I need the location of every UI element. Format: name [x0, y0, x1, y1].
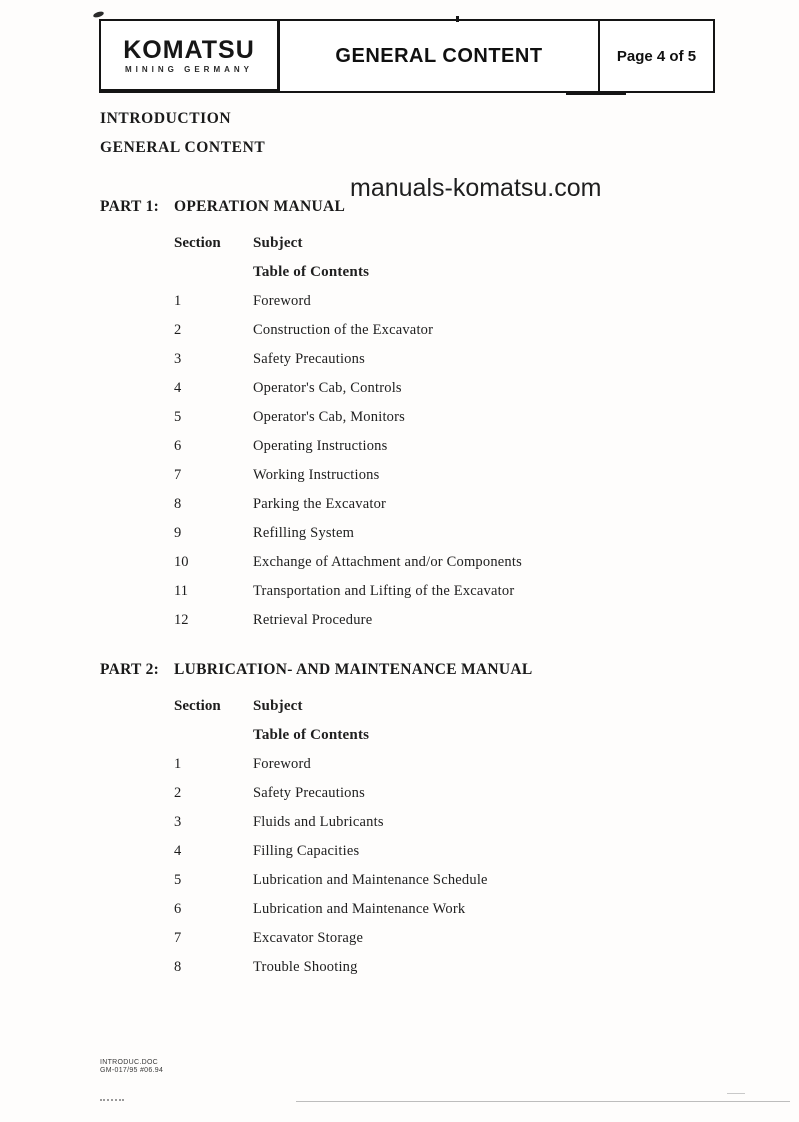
part-1-toc: [174, 229, 720, 635]
toc-row: [174, 432, 720, 461]
toc-row: [174, 866, 720, 895]
toc-column-headers: [174, 229, 720, 258]
toc-row: [174, 548, 720, 577]
watermark-text: manuals-komatsu.com: [350, 174, 602, 202]
toc-row: [174, 837, 720, 866]
toc-row: [174, 374, 720, 403]
part-2-title: LUBRICATION- AND MAINTENANCE MANUAL: [174, 661, 533, 678]
section-subject: Working Instructions: [253, 467, 380, 483]
toc-row: [174, 519, 720, 548]
part-2-heading: [100, 661, 720, 692]
scan-artifact: [566, 91, 626, 95]
section-number: 6: [174, 438, 182, 454]
toc-row: [174, 461, 720, 490]
scan-artifact: [727, 1093, 745, 1094]
toc-row: [174, 606, 720, 635]
section-subject: Trouble Shooting: [253, 959, 358, 975]
toc-row: [174, 953, 720, 982]
part-2-section: [100, 661, 720, 982]
section-subject: Excavator Storage: [253, 930, 364, 946]
part-2-toc: [174, 692, 720, 982]
section-number: 9: [174, 525, 182, 541]
part-1-label: PART 1:: [100, 198, 160, 215]
toc-column-headers: [174, 692, 720, 721]
section-number: 4: [174, 380, 182, 396]
toc-heading-row: [174, 721, 720, 750]
toc-row: [174, 490, 720, 519]
document-title-box: [280, 19, 600, 93]
toc-row: [174, 924, 720, 953]
komatsu-logo-box: [99, 19, 280, 93]
section-subject: Lubrication and Maintenance Work: [253, 901, 466, 917]
section-number: 12: [174, 612, 189, 628]
footer-print-ref: GM-017/95 #06.94: [100, 1067, 164, 1074]
section-subject: Foreword: [253, 293, 311, 309]
section-subject: Exchange of Attachment and/or Components: [253, 554, 522, 570]
toc-row: [174, 287, 720, 316]
section-subject: Safety Precautions: [253, 351, 365, 367]
section-subject: Retrieval Procedure: [253, 612, 373, 628]
part-1-heading: [100, 198, 720, 229]
section-number: 3: [174, 351, 182, 367]
footer-doc-ref: INTRODUC.DOC: [100, 1059, 159, 1066]
document-title: GENERAL CONTENT: [335, 44, 543, 67]
section-subject: Operator's Cab, Controls: [253, 380, 402, 396]
section-number: 11: [174, 583, 188, 599]
col-header-subject: Subject: [253, 698, 303, 714]
toc-row: [174, 750, 720, 779]
section-subject: Safety Precautions: [253, 785, 365, 801]
section-subject: Lubrication and Maintenance Schedule: [253, 872, 488, 888]
section-subject: Construction of the Excavator: [253, 322, 434, 338]
section-subject: Operator's Cab, Monitors: [253, 409, 405, 425]
page-number-box: [600, 19, 715, 93]
section-number: 5: [174, 872, 182, 888]
section-number: 8: [174, 959, 182, 975]
section-number: 1: [174, 756, 182, 772]
section-number: 2: [174, 322, 182, 338]
col-header-section: Section: [174, 235, 221, 251]
section-number: 6: [174, 901, 182, 917]
section-number: 8: [174, 496, 182, 512]
toc-row: [174, 345, 720, 374]
section-subject: Filling Capacities: [253, 843, 360, 859]
col-header-section: Section: [174, 698, 221, 714]
section-number: 7: [174, 467, 182, 483]
part-2-label: PART 2:: [100, 661, 160, 678]
section-subject: Transportation and Lifting of the Excavator: [253, 583, 515, 599]
section-number: 10: [174, 554, 189, 570]
section-subject: Foreword: [253, 756, 311, 772]
heading-general-content: GENERAL CONTENT: [100, 139, 266, 156]
logo-subtitle: MINING GERMANY: [125, 64, 253, 74]
footer-fine-print: [100, 1059, 163, 1075]
komatsu-logo: KOMATSU: [123, 35, 255, 64]
toc-row: [174, 895, 720, 924]
section-number: 7: [174, 930, 182, 946]
toc-heading: Table of Contents: [253, 727, 370, 743]
toc-row: [174, 808, 720, 837]
section-number: 3: [174, 814, 182, 830]
toc-heading-row: [174, 258, 720, 287]
toc-row: [174, 316, 720, 345]
toc-row: [174, 403, 720, 432]
toc-row: [174, 577, 720, 606]
scan-artifact: [100, 1099, 124, 1101]
section-number: 4: [174, 843, 182, 859]
section-number: 1: [174, 293, 182, 309]
scan-artifact: [92, 10, 104, 18]
page-indicator: Page 4 of 5: [616, 47, 697, 65]
section-subject: Fluids and Lubricants: [253, 814, 384, 830]
part-1-title: OPERATION MANUAL: [174, 198, 346, 215]
heading-introduction: INTRODUCTION: [100, 110, 232, 127]
scan-artifact: [296, 1101, 790, 1102]
col-header-subject: Subject: [253, 235, 303, 251]
section-number: 5: [174, 409, 182, 425]
section-number: 2: [174, 785, 182, 801]
toc-heading: Table of Contents: [253, 264, 370, 280]
logo-trademark-mark: [456, 16, 459, 22]
section-subject: Operating Instructions: [253, 438, 388, 454]
page-header: [99, 19, 715, 93]
toc-row: [174, 779, 720, 808]
section-subject: Refilling System: [253, 525, 355, 541]
section-subject: Parking the Excavator: [253, 496, 387, 512]
part-1-section: [100, 198, 720, 635]
